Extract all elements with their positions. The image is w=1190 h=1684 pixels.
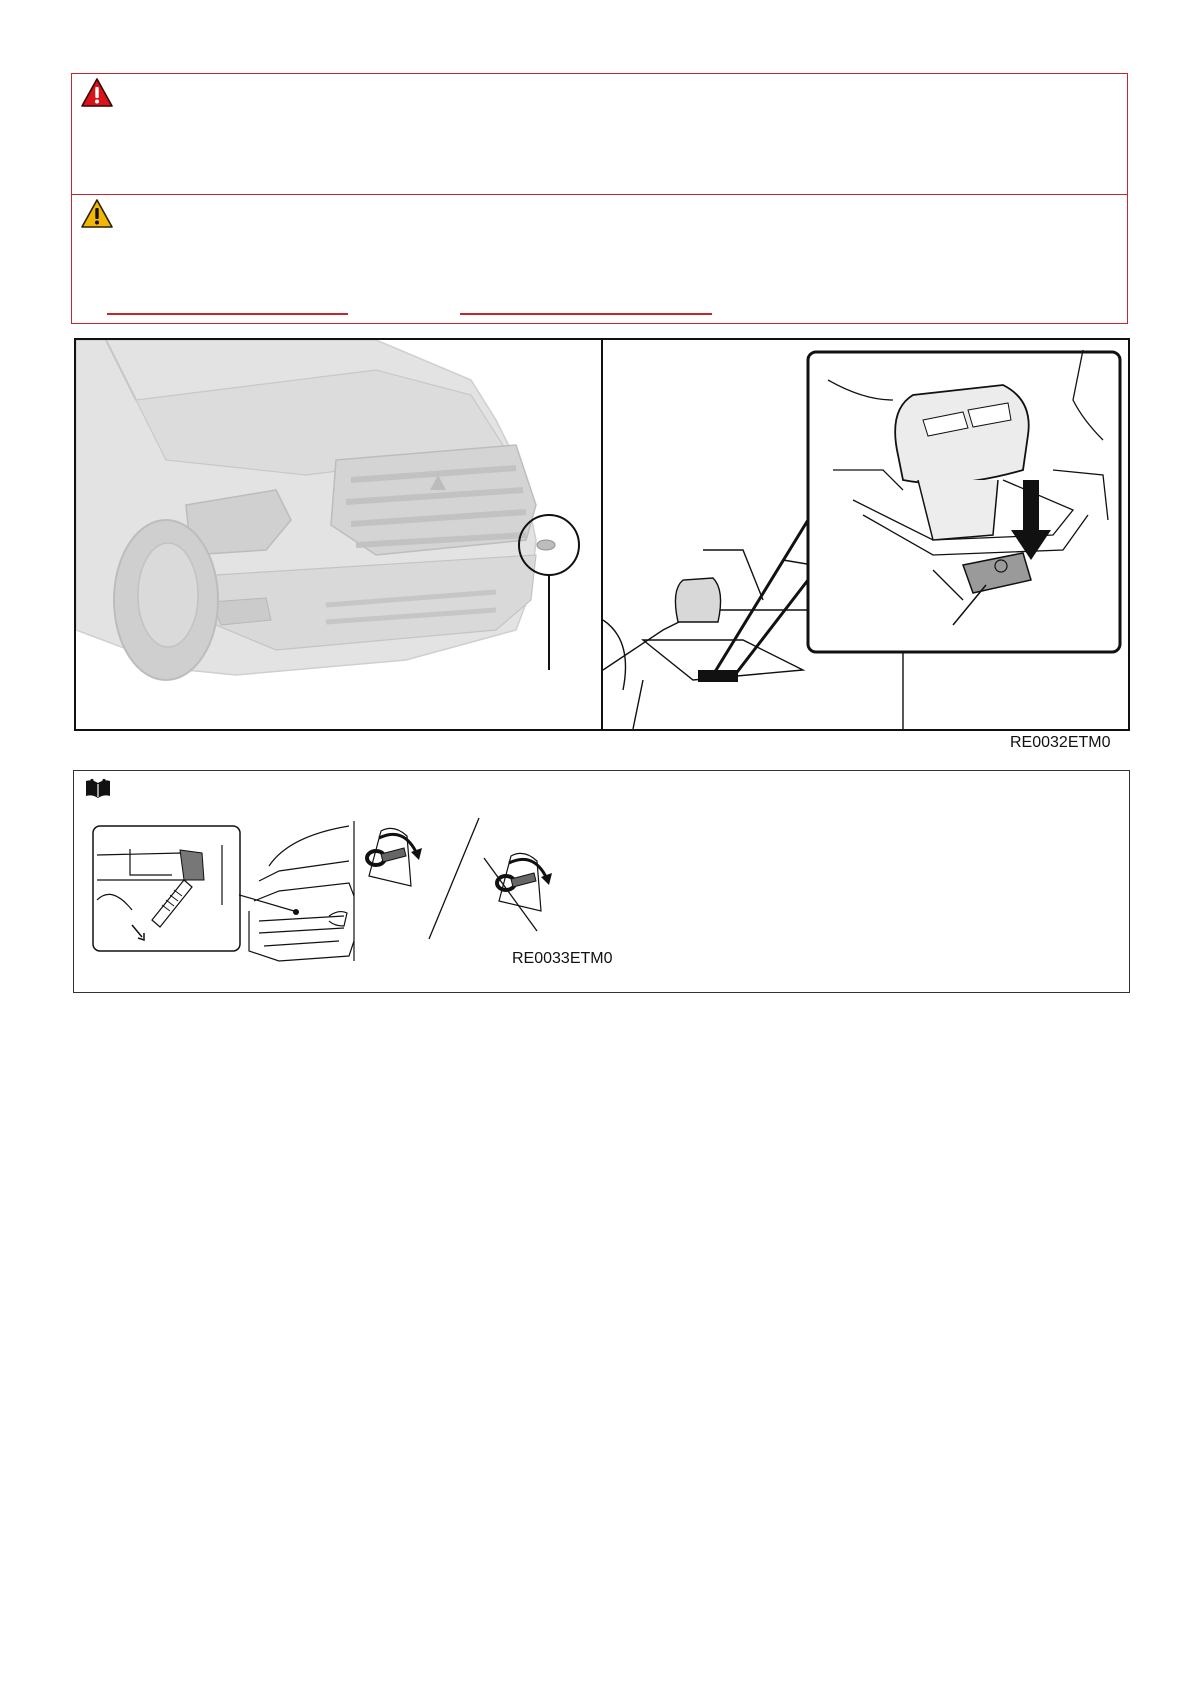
- figure-2-code: RE0033ETM0: [512, 950, 613, 967]
- warning-box: [71, 73, 1128, 195]
- warning-triangle-red-icon: [80, 77, 114, 109]
- hook-install-incorrect-illustration: [479, 846, 559, 936]
- open-book-icon: [84, 778, 112, 800]
- vehicle-front-illustration: [76, 340, 601, 729]
- comparison-divider: [424, 816, 484, 941]
- caution-box: [71, 194, 1128, 324]
- note-box: [73, 770, 1130, 993]
- hook-cover-removal-illustration: [92, 825, 242, 953]
- parking-brake-switch-illustration: [603, 340, 1128, 729]
- figure-1-code: RE0032ETM0: [1010, 734, 1111, 751]
- caution-link-underline-1[interactable]: [107, 313, 348, 315]
- hook-install-correct-illustration: [359, 826, 429, 906]
- caution-link-underline-2[interactable]: [460, 313, 712, 315]
- vehicle-front-small-illustration: [239, 821, 359, 971]
- caution-triangle-yellow-icon: [80, 198, 114, 230]
